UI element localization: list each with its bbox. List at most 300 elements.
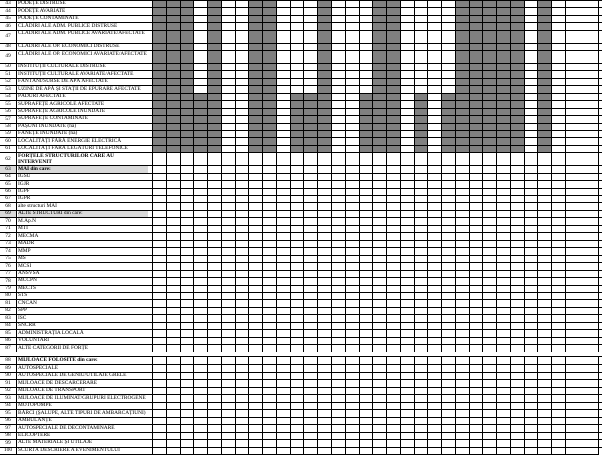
table-cell[interactable] [248, 345, 262, 351]
table-cell-total[interactable] [565, 345, 599, 351]
table-row [0, 356, 602, 365]
row-number: 58 [5, 123, 11, 130]
row-label: STS [18, 293, 28, 299]
table-cell[interactable] [193, 345, 207, 351]
row-label: ISC [18, 315, 27, 321]
label-column-divider [16, 153, 17, 165]
row-label: ANSVSA [18, 270, 40, 277]
row-label: ELICOPTERE [18, 432, 51, 438]
table-row [0, 285, 602, 292]
row-label: PODEȚE AVARIATE [18, 8, 66, 14]
row-number: 92 [5, 387, 11, 394]
table-cell[interactable] [414, 51, 428, 63]
row-label: PĂȘUNI INUNDATE (ha) [18, 123, 77, 129]
table-cell[interactable] [248, 357, 262, 365]
table-cell[interactable] [537, 345, 551, 351]
table-cell[interactable] [290, 357, 304, 365]
table-row [0, 337, 602, 344]
row-number: 82 [5, 307, 11, 314]
row-number: 53 [5, 85, 11, 92]
table-cell[interactable] [469, 357, 483, 365]
row-label: SCURTĂ DESCRIERE A EVENIMENTULUI [18, 447, 120, 453]
table-cell[interactable] [152, 153, 166, 165]
table-cell[interactable] [469, 153, 483, 165]
row-number: 61 [5, 145, 11, 152]
row-number: 70 [5, 217, 11, 224]
table-cell [248, 51, 262, 63]
row-label: ALTE MATERIALE ȘI UTILAJE [18, 440, 93, 446]
table-cell[interactable] [359, 153, 373, 165]
table-row [0, 70, 602, 77]
table-cell[interactable] [345, 153, 359, 165]
table-cell[interactable] [482, 153, 496, 165]
row-label: INSTITUȚII CULTURALE DISTRUSE [18, 63, 106, 70]
table-cell [510, 51, 524, 63]
table-cell[interactable] [551, 345, 565, 351]
table-row [0, 108, 602, 115]
row-number: 43 [5, 0, 11, 7]
table-cell[interactable] [455, 153, 469, 165]
table-cell[interactable] [235, 153, 249, 165]
label-column-divider [16, 357, 17, 365]
table-cell[interactable] [207, 345, 221, 351]
table-cell[interactable] [303, 345, 317, 351]
table-row [0, 173, 602, 180]
table-row [0, 225, 602, 232]
table-cell [152, 51, 166, 63]
table-cell[interactable] [207, 357, 221, 365]
table-cell[interactable] [235, 345, 249, 351]
table-cell[interactable] [551, 31, 565, 43]
table-cell[interactable] [386, 345, 400, 351]
table-cell[interactable] [290, 345, 304, 351]
row-number: 75 [5, 255, 11, 262]
table-row [0, 372, 602, 379]
row-label: AUTOSPECIALE DE GENIU/UTILAJE GRELE [18, 372, 127, 379]
row-label: alte structuri MAI [18, 203, 57, 209]
table-cell [248, 31, 262, 43]
table-cell[interactable] [510, 357, 524, 365]
table-cell[interactable] [400, 345, 414, 351]
table-cell[interactable] [359, 345, 373, 351]
table-cell[interactable] [372, 357, 386, 365]
table-cell[interactable] [180, 357, 194, 365]
table-cell[interactable] [455, 345, 469, 351]
row-label: CLĂDIRI ALE ADM. PUBLICE AVARIATE/AFECTATE [18, 30, 145, 37]
row-number: 47 [5, 32, 11, 39]
row-number: 94 [5, 402, 11, 409]
table-row [0, 22, 602, 29]
row-number: 80 [5, 292, 11, 299]
row-number: 63 [0, 166, 16, 172]
row-label: MMP [18, 248, 31, 254]
table-cell [510, 31, 524, 43]
row-label: ALTE STRUCTURI din care: [18, 211, 148, 217]
table-cell[interactable] [303, 357, 317, 365]
table-cell[interactable] [455, 357, 469, 365]
table-row [0, 299, 602, 306]
table-cell-total[interactable] [565, 51, 599, 63]
table-cell[interactable] [386, 153, 400, 165]
table-row [0, 145, 602, 152]
row-number: 45 [5, 15, 11, 22]
table-cell [455, 51, 469, 63]
table-cell[interactable] [180, 345, 194, 351]
table-cell-total[interactable] [565, 153, 599, 165]
table-cell[interactable] [221, 345, 235, 351]
row-number: 54 [5, 93, 11, 100]
row-number: 84 [5, 322, 11, 329]
table-cell [262, 31, 276, 43]
table-cell[interactable] [180, 153, 194, 165]
row-label: FÂNEȚE INUNDATE (ha) [18, 131, 78, 137]
table-row [0, 43, 602, 50]
table-cell[interactable] [524, 31, 538, 43]
table-row [0, 130, 602, 137]
table-cell[interactable] [166, 153, 180, 165]
table-cell[interactable] [193, 31, 207, 43]
row-label: SPP [18, 307, 27, 314]
row-number: 73 [5, 240, 11, 247]
table-cell [496, 31, 510, 43]
table-row [0, 247, 602, 254]
table-cell[interactable] [372, 345, 386, 351]
table-cell[interactable] [359, 31, 373, 43]
table-row [0, 379, 602, 386]
row-number: 83 [5, 314, 11, 321]
table-cell[interactable] [152, 345, 166, 351]
row-number: 65 [5, 180, 11, 187]
table-cell [386, 31, 400, 43]
row-label: MOTOPOMPE [18, 402, 52, 409]
table-cell[interactable] [262, 153, 276, 165]
row-number: 52 [5, 78, 11, 85]
table-cell [469, 51, 483, 63]
table-cell[interactable] [235, 31, 249, 43]
row-number: 64 [5, 173, 11, 180]
table-cell[interactable] [469, 345, 483, 351]
row-number: 55 [5, 100, 11, 107]
table-cell[interactable] [427, 345, 441, 351]
row-label: SUPRAFEȚE AGRICOLE AFECTATE [18, 101, 105, 107]
table-cell[interactable] [221, 357, 235, 365]
table-row [0, 30, 602, 43]
table-row [0, 123, 602, 130]
table-cell [372, 51, 386, 63]
table-cell[interactable] [276, 31, 290, 43]
table-cell[interactable] [221, 153, 235, 165]
row-label: SUPRAFEȚE CONTAMINATE [18, 116, 89, 122]
table-row [0, 409, 602, 416]
table-cell[interactable] [303, 31, 317, 43]
table-row [0, 322, 602, 329]
table-row [0, 137, 602, 144]
table-cell[interactable] [400, 51, 414, 63]
table-cell[interactable] [537, 153, 551, 165]
row-number: 59 [5, 130, 11, 137]
table-row [0, 195, 602, 202]
table-cell[interactable] [290, 51, 304, 63]
table-cell[interactable] [345, 31, 359, 43]
table-row [0, 50, 602, 63]
table-cell[interactable] [166, 357, 180, 365]
table-row [0, 202, 602, 209]
table-cell[interactable] [359, 51, 373, 63]
row-number: 66 [5, 188, 11, 195]
table-cell [372, 31, 386, 43]
table-cell[interactable] [524, 51, 538, 63]
row-label: CNCAN [18, 300, 37, 306]
table-row [0, 439, 602, 446]
row-number: 48 [5, 43, 11, 50]
table-cell[interactable] [317, 153, 331, 165]
table-row [0, 255, 602, 262]
table-cell[interactable] [193, 153, 207, 165]
table-cell [317, 31, 331, 43]
table-cell [262, 51, 276, 63]
row-label: UZINE DE APĂ ȘI STAȚII DE EPURARE AFECTATE [18, 86, 141, 92]
row-number: 91 [5, 379, 11, 386]
table-row [0, 387, 602, 394]
table-row [0, 217, 602, 224]
row-number: 78 [5, 277, 11, 284]
table-cell[interactable] [290, 31, 304, 43]
row-label: MS [18, 255, 26, 262]
table-cell [207, 51, 221, 63]
table-cell[interactable] [193, 51, 207, 63]
table-cell[interactable] [331, 51, 345, 63]
table-cell[interactable] [303, 51, 317, 63]
row-label: IGPR [18, 196, 31, 202]
table-cell[interactable] [262, 345, 276, 351]
row-number: 85 [5, 329, 11, 336]
table-row [0, 0, 602, 7]
row-label: MIJLOACE DE TRANSPORT [18, 387, 86, 394]
row-label: MIJLOACE DE DESCARCERARE [18, 380, 98, 386]
table-cell[interactable] [427, 31, 441, 43]
table-cell [482, 51, 496, 63]
row-label: LOCALITĂȚI FĂRĂ ENERGIE ELECTRICĂ [18, 138, 122, 144]
table-row [0, 180, 602, 187]
row-label: MIJLOACE DE ILUMINAT/GRUPURI ELECTROGENE [18, 395, 146, 401]
table-cell[interactable] [372, 153, 386, 165]
table-cell[interactable] [551, 357, 565, 365]
row-label: AUTOSPECIALE [18, 365, 59, 371]
table-cell[interactable] [166, 345, 180, 351]
table-cell[interactable] [496, 153, 510, 165]
table-cell[interactable] [193, 357, 207, 365]
row-label: PODEȚE CONTAMINATE [18, 15, 79, 22]
table-row [0, 78, 602, 85]
table-cell [166, 31, 180, 43]
row-number: 87 [5, 344, 11, 351]
row-number: 89 [5, 364, 11, 371]
table-cell[interactable] [441, 153, 455, 165]
table-cell[interactable] [441, 51, 455, 63]
table-cell [455, 31, 469, 43]
row-label: CLĂDIRI ALE OP. ECONOMICI DISTRUSE [18, 43, 120, 50]
row-label: SUPRAFEȚE AGRICOLE INUNDATE [18, 108, 106, 115]
table-row [0, 402, 602, 409]
table-cell[interactable] [482, 357, 496, 365]
table-cell[interactable] [331, 345, 345, 351]
table-cell[interactable] [537, 357, 551, 365]
table-cell[interactable] [221, 51, 235, 63]
table-cell[interactable] [317, 345, 331, 351]
table-cell[interactable] [551, 153, 565, 165]
table-cell[interactable] [414, 357, 428, 365]
row-number: 96 [5, 417, 11, 424]
table-cell[interactable] [276, 345, 290, 351]
row-number: 79 [5, 285, 11, 292]
table-cell[interactable] [331, 357, 345, 365]
table-row [0, 152, 602, 165]
row-label: MCSI [18, 263, 32, 269]
table-cell[interactable] [331, 153, 345, 165]
table-cell [166, 51, 180, 63]
row-label: FORȚELE STRUCTURILOR CARE AU INTERVENIT [18, 153, 114, 165]
table-cell [207, 31, 221, 43]
table-cell[interactable] [427, 51, 441, 63]
table-row [0, 344, 602, 351]
table-cell[interactable] [276, 51, 290, 63]
row-number: 72 [5, 232, 11, 239]
table-row [0, 314, 602, 321]
row-number: 60 [5, 137, 11, 144]
table-row [0, 262, 602, 269]
table-row [0, 85, 602, 92]
table-row [0, 165, 602, 172]
row-label: ALTE CATEGORII DE FORȚE [18, 345, 89, 351]
table-cell[interactable] [276, 357, 290, 365]
table-cell[interactable] [441, 345, 455, 351]
row-label: MAI din care: [18, 166, 148, 172]
table-cell[interactable] [510, 345, 524, 351]
table-cell[interactable] [496, 345, 510, 351]
table-row [0, 329, 602, 336]
row-label: MTI [18, 225, 28, 232]
table-cell[interactable] [359, 357, 373, 365]
table-cell[interactable] [386, 357, 400, 365]
row-number: 49 [5, 53, 11, 60]
table-row [0, 7, 602, 14]
row-label: AUTOSPECIALE DE DECONTAMINARE [18, 425, 115, 431]
table-cell[interactable] [510, 153, 524, 165]
table-cell[interactable] [441, 31, 455, 43]
row-label: CLĂDIRI ALE OP. ECONOMICI AVARIATE/AFECTATE [18, 51, 147, 57]
table-cell[interactable] [345, 345, 359, 351]
table-row [0, 115, 602, 122]
table-row [0, 188, 602, 195]
table-cell[interactable] [221, 31, 235, 43]
table-cell[interactable] [235, 51, 249, 63]
table-cell[interactable] [345, 51, 359, 63]
table-cell[interactable] [235, 357, 249, 365]
row-number: 68 [5, 202, 11, 209]
row-label: PĂDURI AFECTATE [18, 93, 66, 100]
row-label: MECTS [18, 285, 36, 291]
table-cell[interactable] [152, 357, 166, 365]
table-row [0, 277, 602, 284]
table-cell[interactable] [524, 357, 538, 365]
row-number: 90 [5, 372, 11, 379]
row-label: M.Ap.N [18, 218, 36, 224]
row-number: 88 [5, 356, 11, 363]
table-cell[interactable] [207, 153, 221, 165]
table-cell-total[interactable] [565, 31, 599, 43]
table-cell[interactable] [551, 51, 565, 63]
table-cell[interactable] [303, 153, 317, 165]
table-cell [537, 51, 551, 63]
table-cell[interactable] [276, 153, 290, 165]
table-row [0, 15, 602, 22]
table-row [0, 210, 602, 217]
table-cell-total[interactable] [565, 357, 599, 365]
row-number: 93 [5, 394, 11, 401]
table-cell[interactable] [414, 345, 428, 351]
table-cell[interactable] [427, 357, 441, 365]
table-cell[interactable] [524, 153, 538, 165]
table-cell[interactable] [414, 31, 428, 43]
label-column-divider [16, 345, 17, 351]
table-cell[interactable] [400, 31, 414, 43]
table-cell[interactable] [400, 153, 414, 165]
table-cell[interactable] [524, 345, 538, 351]
table-cell [496, 51, 510, 63]
table-row [0, 93, 602, 100]
row-number: 51 [5, 70, 11, 77]
table-cell[interactable] [427, 153, 441, 165]
table-cell[interactable] [414, 153, 428, 165]
row-number: 71 [5, 225, 11, 232]
table-cell[interactable] [262, 357, 276, 365]
table-cell [180, 31, 194, 43]
table-cell[interactable] [496, 357, 510, 365]
table-cell[interactable] [331, 31, 345, 43]
row-number: 98 [5, 432, 11, 439]
table-row [0, 424, 602, 431]
table-cell[interactable] [482, 345, 496, 351]
row-label: LOCALITĂȚI FĂRĂ LEGĂTURI TELEFONICE [18, 145, 128, 152]
table-row [0, 63, 602, 70]
row-number: 86 [5, 337, 11, 344]
table-cell[interactable] [317, 357, 331, 365]
table-row [0, 417, 602, 424]
label-column-divider [16, 51, 17, 63]
table-cell[interactable] [345, 357, 359, 365]
table-cell [537, 31, 551, 43]
row-label: FÂNTÂNI/SURSE DE APĂ AFECTATE [18, 78, 108, 85]
row-number: 97 [5, 424, 11, 431]
row-label: SNCRR [18, 322, 36, 329]
table-cell[interactable] [441, 357, 455, 365]
table-row [0, 364, 602, 371]
row-label: IGSU [18, 173, 31, 180]
row-number: 77 [5, 270, 11, 277]
row-number: 50 [5, 63, 11, 70]
row-number: 81 [5, 299, 11, 306]
row-label: MECMA [18, 233, 39, 239]
table-cell [386, 51, 400, 63]
row-number: 76 [5, 262, 11, 269]
table-cell[interactable] [248, 153, 262, 165]
table-row [0, 432, 602, 439]
table-cell[interactable] [400, 357, 414, 365]
table-cell[interactable] [290, 153, 304, 165]
row-label: MCCPN [18, 278, 37, 284]
table-row [0, 232, 602, 239]
table-cell [317, 51, 331, 63]
